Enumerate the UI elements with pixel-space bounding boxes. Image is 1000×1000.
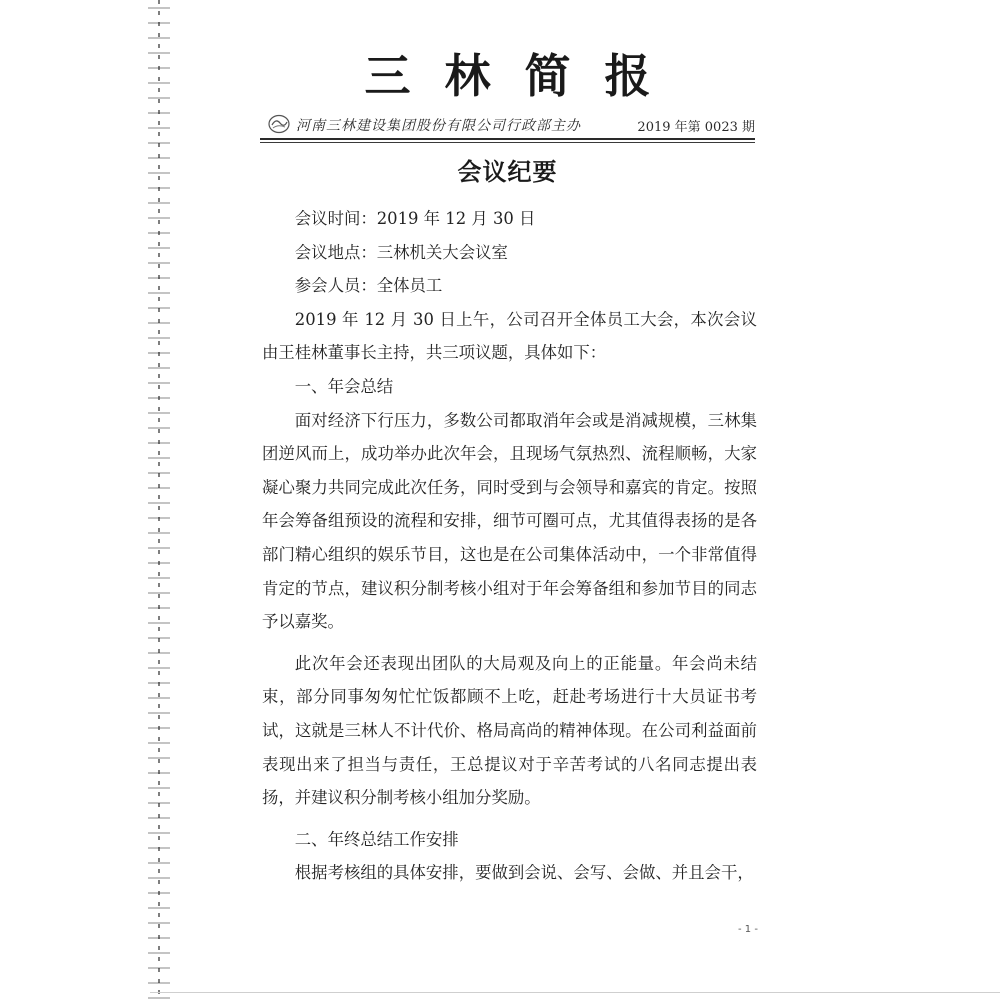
- meeting-attendees: 参会人员：全体员工: [294, 276, 443, 296]
- publication-header: [260, 110, 755, 140]
- meeting-location: 会议地点：三林机关大会议室: [294, 242, 508, 262]
- section1-paragraph: 面对经济下行压力，多数公司都取消年会或是消减规模，三林集团逆风而上，成功举办此次年会，且现场气氛热烈、流程顺畅，大家凝心聚力共同完成此次任务，同时受到与会领导和嘉宾的肯定。按照年会筹备组预设的流程和安排，细节可圈可点，尤其值得表扬的是各部门精心组织的娱乐节目，这也是在公司集体活动中，一个非常值得肯定的节点，建议积分制考核小组对于年会筹备组和参加节目的同志予以嘉奖。: [262, 410, 757, 632]
- header-rule-thick: [260, 138, 755, 140]
- section-heading-annual-summary: 一、年会总结: [294, 376, 394, 396]
- section-heading-year-end-work: 二、年终总结工作安排: [294, 829, 459, 849]
- organizer-name: 河南三林建设集团股份有限公司行政部主办: [296, 118, 581, 134]
- company-seal-icon: [268, 114, 290, 134]
- issue-number: 2019 年第 0023 期: [637, 120, 755, 135]
- scan-bottom-edge: [150, 992, 1000, 993]
- page-number: - 1 -: [738, 924, 758, 935]
- section2-paragraph: 根据考核组的具体安排，要做到会说、会写、会做、并且会干，: [294, 863, 754, 883]
- document-title: 会议纪要: [457, 158, 558, 186]
- section1-paragraph: 此次年会还表现出团队的大局观及向上的正能量。年会尚未结束，部分同事匆匆忙忙饭都顾不上吃，赶赴考场进行十大员证书考试，这就是三林人不计代价、格局高尚的精神体现。在公司利益面前表现出来了担当与责任，王总提议对于辛苦考试的八名同志提出表扬，并建议积分制考核小组加分奖励。: [262, 653, 757, 808]
- header-rule-thin: [260, 142, 755, 143]
- document-body: [262, 202, 757, 890]
- masthead-title: 三林简报: [364, 49, 685, 103]
- intro-paragraph: 2019 年 12 月 30 日上午，公司召开全体员工大会，本次会议由王桂林董事长主持，共三项议题，具体如下：: [262, 309, 757, 363]
- binding-perforation: [158, 0, 160, 1000]
- meeting-time: 会议时间：2019 年 12 月 30 日: [294, 209, 536, 228]
